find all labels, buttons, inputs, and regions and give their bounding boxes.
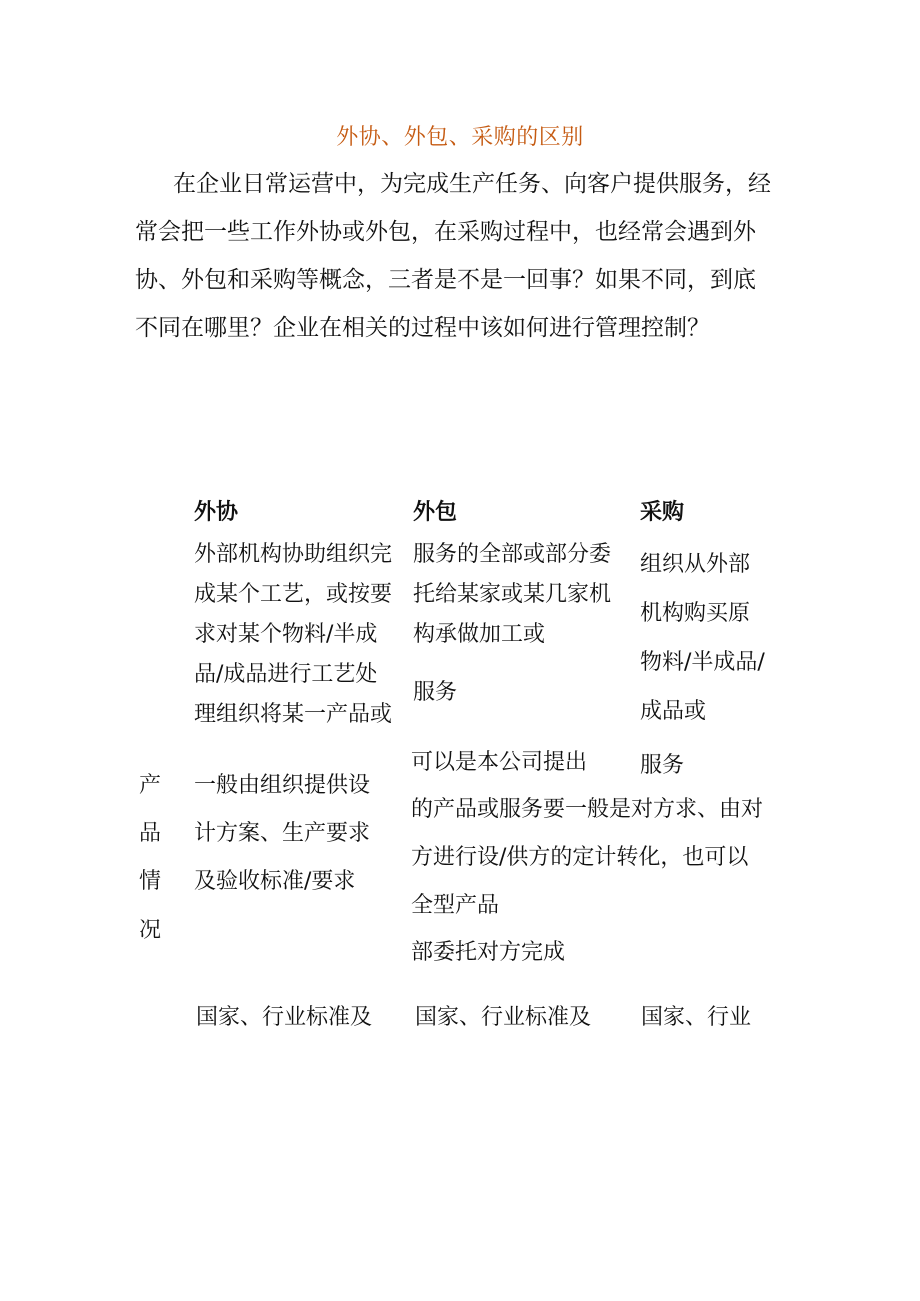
caigou-definition-line: 服务	[640, 753, 685, 778]
waixie-definition-line: 外部机构协助组织完	[194, 542, 393, 567]
waixie-product-line: 一般由组织提供设	[194, 773, 371, 798]
intro-line: 在企业日常运营中，为完成生产任务、向客户提供服务，经	[173, 171, 771, 197]
row-label-char: 产	[139, 773, 162, 798]
caigou-definition-line: 成品或	[640, 699, 707, 724]
header-waixie: 外协	[194, 500, 239, 525]
header-caigou: 采购	[640, 500, 685, 525]
header-waibao: 外包	[413, 500, 458, 525]
waibao-definition-line: 托给某家或某几家机	[413, 582, 612, 607]
waibao-product-line: 的产品或服务要一般是对方求、由对	[411, 797, 764, 822]
waixie-standard: 国家、行业标准及	[196, 1005, 373, 1030]
caigou-definition-line: 物料/半成品/	[640, 650, 765, 675]
waixie-product-line: 计方案、生产要求	[194, 821, 371, 846]
intro-line: 不同在哪里？企业在相关的过程中该如何进行管理控制？	[135, 315, 710, 341]
waibao-definition-line: 服务	[413, 680, 458, 705]
waibao-product-line: 方进行设/供方的定计转化，也可以	[411, 845, 749, 870]
waibao-definition-line: 服务的全部或部分委	[413, 542, 612, 567]
intro-line: 常会把一些工作外协或外包，在采购过程中，也经常会遇到外	[135, 219, 756, 245]
row-label-char: 情	[139, 869, 162, 894]
waibao-product-line: 可以是本公司提出	[411, 750, 588, 775]
waibao-standard: 国家、行业标准及	[415, 1005, 592, 1030]
waixie-product-line: 及验收标准/要求	[194, 869, 356, 894]
caigou-definition-line: 组织从外部	[640, 552, 751, 577]
waibao-product-line: 全型产品	[411, 893, 500, 918]
waibao-definition-line: 构承做加工或	[413, 622, 546, 647]
waixie-definition-line: 求对某个物料/半成	[194, 622, 378, 647]
intro-line: 协、外包和采购等概念，三者是不是一回事？如果不同，到底	[135, 267, 756, 293]
waixie-definition-line: 理组织将某一产品或	[194, 702, 393, 727]
waixie-definition-line: 品/成品进行工艺处	[194, 662, 378, 687]
document-title: 外协、外包、采购的区别	[336, 125, 584, 150]
caigou-standard: 国家、行业	[641, 1005, 752, 1030]
waixie-definition-line: 成某个工艺，或按要	[194, 582, 393, 607]
intro-paragraph	[135, 160, 785, 352]
row-label-char: 况	[139, 918, 162, 943]
row-label-char: 品	[139, 821, 162, 846]
caigou-definition-line: 机构购买原	[640, 601, 751, 626]
waibao-product-line: 部委托对方完成	[411, 940, 566, 965]
